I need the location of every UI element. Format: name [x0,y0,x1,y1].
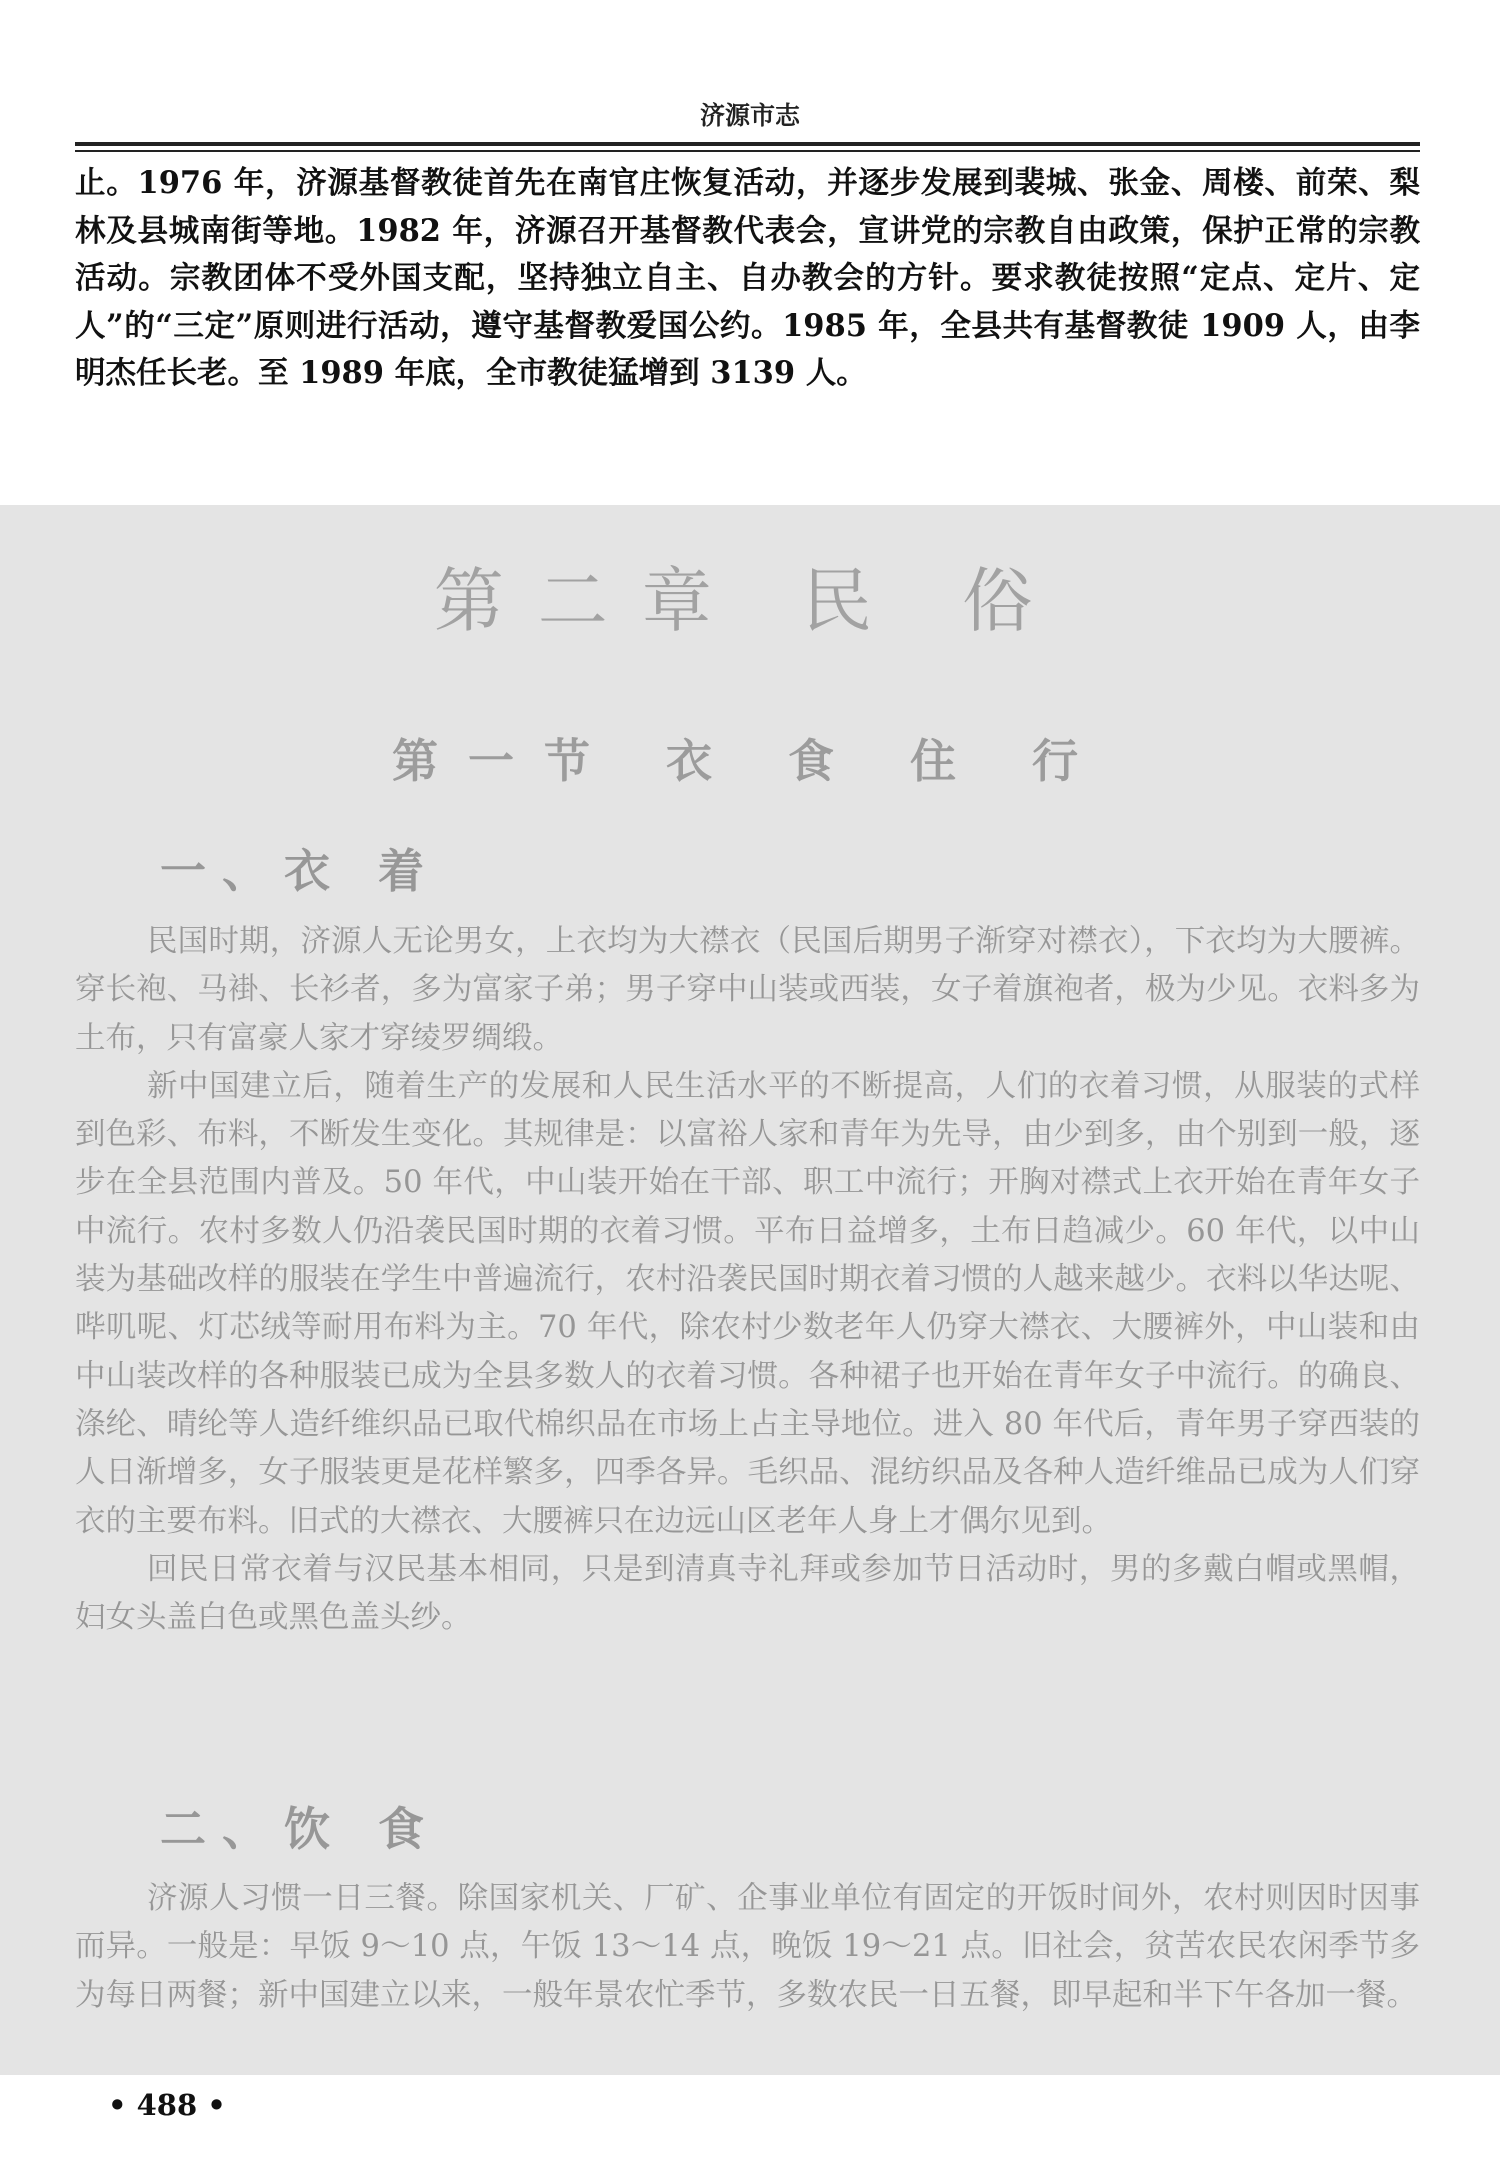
section-title: 第一节 衣 食 住 行 [391,734,1109,788]
paragraph: 回民日常衣着与汉民基本相同，只是到清真寺礼拜或参加节日活动时，男的多戴白帽或黑帽，妇女头盖白色或黑色盖头纱。 [75,1551,1420,1636]
paragraph: 济源人习惯一日三餐。除国家机关、厂矿、企事业单位有固定的开饭时间外，农村则因时因事而异。一般是：早饭 9～10 点，午饭 13～14 点，晚饭 19～21 点。旧社会，贫苦农民农闲季节多为每日两餐；新中国建立以来，一般年景农忙季节，多数农民一日五餐，即早起和半下午各加一餐。 [75,1881,1420,2013]
subsection-heading-diet: 二、饮 食 [160,1802,441,1856]
intro-paragraph: 止。1976 年，济源基督教徒首先在南官庄恢复活动，并逐步发展到裴城、张金、周楼、前荣、梨林及县城南街等地。1982 年，济源召开基督教代表会，宣讲党的宗教自由政策，保护正常的宗教活动。宗教团体不受外国支配，坚持独立自主、自办教会的方针。要求教徒按照“定点、定片、定人”的“三定”原则进行活动，遵守基督教爱国公约。1985 年，全县共有基督教徒 1909 人，由李明杰任长老。至 1989 年底，全市教徒猛增到 3139 人。 [75,165,1420,391]
header-rule-thick [75,142,1420,146]
header-rule-thin [75,150,1420,152]
subsection-heading-clothing: 一、衣 着 [160,844,441,898]
paragraph: 新中国建立后，随着生产的发展和人民生活水平的不断提高，人们的衣着习惯，从服装的式样到色彩、布料，不断发生变化。其规律是：以富裕人家和青年为先导，由少到多，由个别到一般，逐步在全县范围内普及。50 年代，中山装开始在干部、职工中流行；开胸对襟式上衣开始在青年女子中流行。农村多数人仍沿袭民国时期的衣着习惯。平布日益增多，土布日趋减少。60 年代，以中山装为基础改样的服装在学生中普遍流行，农村沿袭民国时期衣着习惯的人越来越少。衣料以华达呢、哔叽呢、灯芯绒等耐用布料为主。70 年代，除农村少数老年人仍穿大襟衣、大腰裤外，中山装和由中山装改样的各种服装已成为全县多数人的衣着习惯。各种裙子也开始在青年女子中流行。的确良、涤纶、晴纶等人造纤维织品已取代棉织品在市场上占主导地位。进入 80 年代后，青年男子穿西装的人日渐增多，女子服装更是花样繁多，四季各异。毛织品、混纺织品及各种人造纤维品已成为人们穿衣的主要布料。旧式的大襟衣、大腰裤只在边远山区老年人身上才偶尔见到。 [75,1068,1420,1539]
subsection-body-diet [75,1875,1420,2020]
running-header: 济源市志 [699,101,800,130]
chapter-title: 第二章 民 俗 [433,560,1067,642]
subsection-body-clothing [75,918,1420,1642]
paragraph: 民国时期，济源人无论男女，上衣均为大襟衣（民国后期男子渐穿对襟衣），下衣均为大腰裤。穿长袍、马褂、长衫者，多为富家子弟；男子穿中山装或西装，女子着旗袍者，极为少见。衣料多为土布，只有富豪人家才穿绫罗绸缎。 [75,924,1420,1056]
page-number: • 488 • [108,2088,226,2122]
